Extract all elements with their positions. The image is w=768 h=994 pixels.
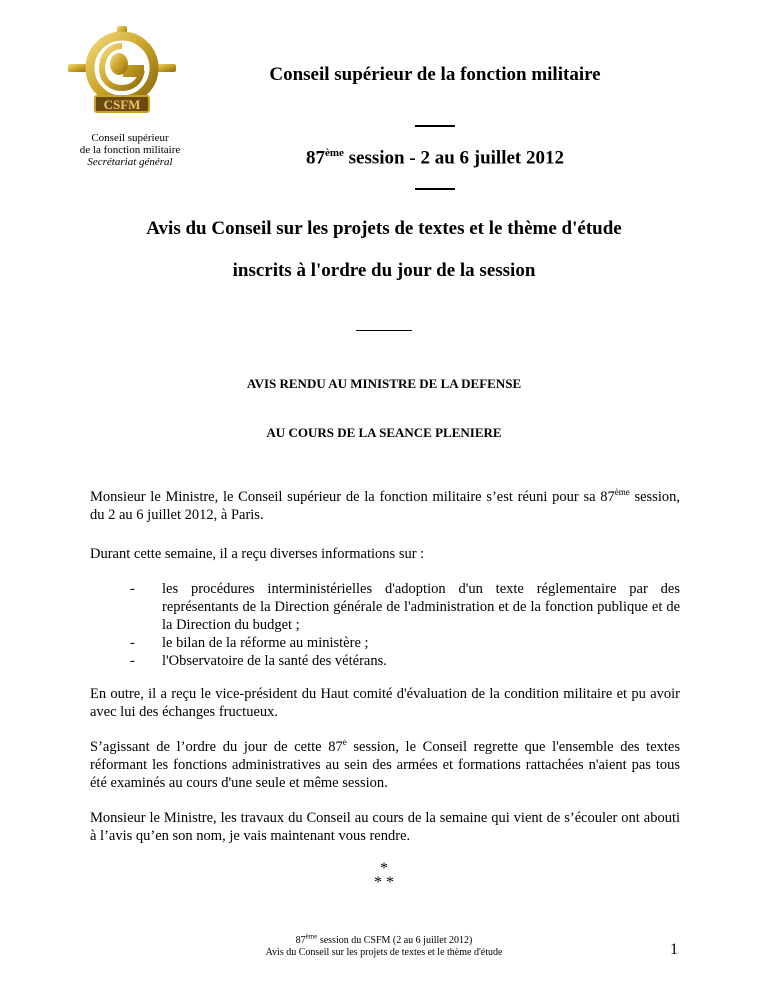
document-title: Avis du Conseil sur les projets de textes et le thème d'étude	[146, 218, 622, 239]
paragraph-informations: Durant cette semaine, il a reçu diverses informations sur :	[90, 546, 425, 562]
header-title: Conseil supérieur de la fonction militaire	[269, 64, 601, 85]
org-line-2: de la fonction militaire	[79, 144, 181, 156]
footer	[200, 932, 568, 959]
org-line-1: Conseil supérieur	[91, 132, 169, 144]
page-number: 1	[670, 941, 678, 958]
org-line-3: Secrétariat général	[87, 156, 173, 168]
paragraph-conclusion: Monsieur le Ministre, les travaux du Conseil au cours de la semaine qui vient de s’écouler ont abouti à l’avis qu’en son nom, je vais maintenant vous rendre.	[90, 810, 680, 844]
footer-line-1: 87ème session du CSFM (2 au 6 juillet 2012)	[295, 932, 473, 946]
paragraph-vice-president: En outre, il a reçu le vice-président du Haut comité d'évaluation de la condition militaire et pu avoir avec lui des échanges fructueux.	[90, 686, 680, 720]
csfm-emblem-icon	[62, 24, 182, 124]
separator-stars: * *	[374, 874, 394, 891]
svg-text:CSFM: CSFM	[103, 97, 141, 112]
separator-star: *	[380, 860, 388, 877]
document-title-line-2: inscrits à l'ordre du jour de la session	[232, 260, 536, 281]
divider	[356, 330, 412, 331]
list-item: - le bilan de la réforme au ministère ;	[130, 635, 369, 651]
session-line: 87ème session - 2 au 6 juillet 2012	[305, 147, 565, 169]
subtitle-plenary: AU COURS DE LA SEANCE PLENIERE	[266, 425, 502, 440]
divider	[415, 188, 455, 190]
org-block	[60, 132, 200, 168]
footer-line-2: Avis du Conseil sur les projets de textes et le thème d'étude	[265, 947, 503, 958]
subtitle-minister: AVIS RENDU AU MINISTRE DE LA DEFENSE	[246, 376, 522, 391]
paragraph-order-of-day: S’agissant de l’ordre du jour de cette 87e session, le Conseil regrette que l'ensemble des textes réformant les fonctions administratives au sein des armées et formations rattachées n'aient pas tous été examinés au cours d'une seule et même session.	[90, 737, 681, 791]
list-item: - les procédures interministérielles d'adoption d'un texte réglementaire par des représentants de la Direction générale de l'administration et de la fonction publique et de la Direction du budget ;	[130, 581, 680, 633]
paragraph-intro: Monsieur le Ministre, le Conseil supérieur de la fonction militaire s’est réuni pour sa 87ème session, du 2 au 6 juillet 2012, à Paris.	[90, 487, 680, 523]
list-item: - l'Observatoire de la santé des vétérans.	[130, 653, 387, 669]
divider	[415, 125, 455, 127]
